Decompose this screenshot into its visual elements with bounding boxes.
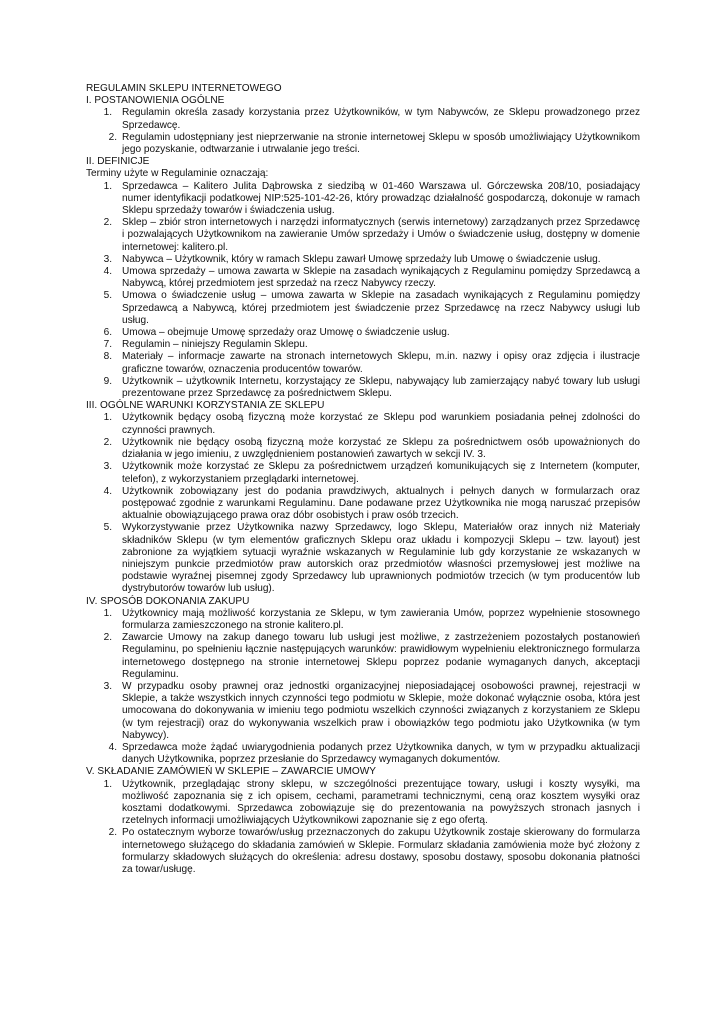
item-text: Sprzedawca – Kalitero Julita Dąbrowska z siedzibą w 01-460 Warszawa ul. Górczewska 208/10, posiadający numer identyfikacji podatkowej NIP:525-101-42-26, który prowadząc działalność gospodarczą, dokonuje w ramach Sklepu sprzedaży towarów i świadczenia usług.	[122, 180, 640, 217]
list-item	[86, 632, 640, 681]
section-ogolne-warunki	[86, 400, 640, 595]
item-number: 3.	[103, 680, 112, 692]
item-number: 1.	[103, 412, 112, 424]
item-number: 9.	[103, 375, 112, 387]
section-sposob-dokonania-zakupu	[86, 596, 640, 767]
item-text: Sprzedawca może żądać uwiarygodnienia podanych przez Użytkownika danych, w tym w przypadku aktualizacji danych Użytkownika, poprzez przesłanie do Sprzedawcy wymaganych dokumentów.	[122, 741, 640, 766]
item-number: 2.	[108, 827, 117, 839]
section-intro: Terminy użyte w Regulaminie oznaczają:	[86, 168, 269, 180]
item-text: Użytkownik będący osobą fizyczną może korzystać ze Sklepu pod warunkiem posiadania pełnej zdolności do czynności prawnych.	[122, 412, 640, 436]
item-text: Wykorzystywanie przez Użytkownika nazwy Sprzedawcy, logo Sklepu, Materiałów oraz innych niż Materiały składników Sklepu (w tym elementów graficznych Sklepu oraz układu i kompozycji Sklepu – tzw. layout) jest zabronione za wyjątkiem sytuacji wyraźnie wskazanych w Regulaminie lub gdy korzystanie ze wskazanych w niniejszym punkcie przedmiotów praw autorskich oraz przedmiotów własności przemysłowej jest możliwe na podstawie wyraźnej pisemnej zgody Sprzedawcy lub uprawnionych podmiotów trzecich (w tym producentów lub dystrybutorów towarów lub usług).	[122, 522, 640, 595]
list-item	[86, 437, 640, 461]
section-skladanie-zamowien	[86, 766, 640, 876]
list-item	[86, 327, 640, 339]
item-number: 1.	[103, 180, 112, 192]
list-item	[86, 290, 640, 327]
item-number: 1.	[103, 778, 112, 790]
item-text: Użytkownik nie będący osobą fizyczną może korzystać ze Sklepu za pośrednictwem osób upoważnionych do działania w jego imieniu, z uwzględnieniem postanowień zawartych w sekcji IV. 3.	[122, 436, 640, 461]
section-heading: II. DEFINICJE	[86, 156, 150, 168]
item-text: W przypadku osoby prawnej oraz jednostki organizacyjnej nieposiadającej osobowości prawnej, rejestracji w Sklepie, a także wszystkich innych czynności tego podmiotu w Sklepie, może dokonać wyłącznie osoba, która jest umocowana do dokonywania w imieniu tego podmiotu wszelkich czynności związanych z korzystaniem ze Sklepu (w tym rejestracji) oraz do wykonywania wszelkich praw i obowiązków tego podmiotu jako Użytkownika (w tym Nabywcy).	[122, 680, 640, 741]
list-item	[86, 486, 640, 523]
list-item	[86, 376, 640, 400]
list-item	[86, 266, 640, 290]
item-number: 2.	[108, 131, 117, 143]
list-item	[86, 217, 640, 254]
document-title: REGULAMIN SKLEPU INTERNETOWEGO	[86, 83, 282, 94]
item-text: Użytkownik – użytkownik Internetu, korzystający ze Sklepu, nabywający lub zamierzający nabyć towary lub usługi prezentowane przez Sprzedawcę za pośrednictwem Sklepu.	[122, 375, 640, 400]
list-item	[86, 107, 640, 131]
item-text: Użytkownik może korzystać ze Sklepu za pośrednictwem urządzeń komunikujących się z Internetem (komputer, telefon), z wykorzystaniem przeglądarki internetowej.	[122, 461, 640, 485]
section-heading: IV. SPOSÓB DOKONANIA ZAKUPU	[86, 595, 250, 607]
item-number: 3.	[103, 461, 112, 473]
item-number: 2.	[103, 632, 112, 644]
item-text: Użytkownicy mają możliwość korzystania ze Sklepu, w tym zawierania Umów, poprzez wypełnienie stosownego formularza zamieszczonego na stronie kalitero.pl.	[122, 607, 640, 631]
item-number: 4.	[108, 741, 117, 753]
section-heading: I. POSTANOWIENIA OGÓLNE	[86, 95, 225, 107]
section-postanowienia	[86, 95, 640, 156]
item-number: 2.	[103, 436, 112, 448]
item-number: 1.	[103, 107, 112, 119]
list-item	[86, 779, 640, 828]
list-item	[86, 608, 640, 632]
section-definicje	[86, 156, 640, 400]
list-item	[86, 412, 640, 436]
section-heading: III. OGÓLNE WARUNKI KORZYSTANIA ZE SKLEPU	[86, 400, 325, 412]
item-text: Umowa sprzedaży – umowa zawarta w Sklepie na zasadach wynikających z Regulaminu pomiędzy Sprzedawcą a Nabywcą, której przedmiotem jest sprzedaż na rzecz Nabywcy rzeczy.	[122, 266, 640, 290]
item-number: 2.	[103, 217, 112, 229]
item-number: 3.	[103, 253, 112, 265]
regulamin-document	[86, 83, 640, 876]
item-text: Regulamin udostępniany jest nieprzerwanie na stronie internetowej Sklepu w sposób umożliwiający Użytkownikom jego pozyskanie, odtwarzanie i utrwalanie jego treści.	[122, 131, 640, 156]
section-heading: V. SKŁADANIE ZAMÓWIEŃ W SKLEPIE – ZAWARCIE UMOWY	[86, 766, 376, 778]
item-text: Umowa o świadczenie usług – umowa zawarta w Sklepie na zasadach wynikających z Regulaminu pomiędzy Sprzedawcą a Nabywcą, której przedmiotem jest świadczenie przez Sprzedawcę na rzecz Nabywcy usługi lub usług.	[122, 290, 640, 326]
list-item	[86, 254, 640, 266]
item-number: 1.	[103, 607, 112, 619]
item-number: 4.	[103, 485, 112, 497]
item-number: 5.	[103, 290, 112, 302]
list-item	[86, 351, 640, 375]
item-text: Regulamin określa zasady korzystania przez Użytkowników, w tym Nabywców, ze Sklepu prowadzonego przez Sprzedawcę.	[122, 107, 640, 131]
item-text: Umowa – obejmuje Umowę sprzedaży oraz Umowę o świadczenie usług.	[122, 327, 450, 339]
item-number: 7.	[103, 339, 112, 351]
list-item	[86, 461, 640, 485]
list-item	[86, 742, 640, 766]
list-item	[86, 827, 640, 876]
list-item	[86, 132, 640, 156]
item-text: Użytkownik, przeglądając strony sklepu, w szczególności prezentujące towary, usługi i koszty wysyłki, ma możliwość zapoznania się z ich opisem, cechami, parametrami technicznymi, ceną oraz kosztem wysyłki oraz kosztami dodatkowymi. Sprzedawca zobowiązuje się do prezentowania na powyższych stronach jasnych i rzetelnych informacji umożliwiających Użytkownikowi zapoznanie się z ego ofertą.	[122, 778, 640, 827]
item-text: Regulamin – niniejszy Regulamin Sklepu.	[122, 339, 308, 351]
item-number: 5.	[103, 522, 112, 534]
item-number: 6.	[103, 327, 112, 339]
item-number: 8.	[103, 351, 112, 363]
item-text: Nabywca – Użytkownik, który w ramach Sklepu zawarł Umowę sprzedaży lub Umowę o świadczenie usług.	[122, 253, 601, 265]
item-text: Sklep – zbiór stron internetowych i narzędzi informatycznych (serwis internetowy) zarządzanych przez Sprzedawcę i pozwalających Użytkownikom na zawieranie Umów sprzedaży i Umów o świadczenie usług, dostępny w domenie internetowej: kalitero.pl.	[122, 217, 640, 253]
item-text: Materiały – informacje zawarte na stronach internetowych Sklepu, m.in. nazwy i opisy oraz zdjęcia i ilustracje graficzne towarów, oznaczenia producentów towarów.	[122, 351, 640, 375]
list-item	[86, 339, 640, 351]
item-number: 4.	[103, 266, 112, 278]
item-text: Po ostatecznym wyborze towarów/usług przeznaczonych do zakupu Użytkownik zostaje skierowany do formularza internetowego służącego do składania zamówień w Sklepie. Formularz składania zamówienia może być złożony z formularzy składowych służących do określenia: adresu dostawy, sposobu dostawy, sposobu dokonania płatności za towar/usługę.	[122, 827, 640, 875]
item-text: Zawarcie Umowy na zakup danego towaru lub usługi jest możliwe, z zastrzeżeniem pozostałych postanowień Regulaminu, po spełnieniu łącznie następujących warunków: prawidłowym wypełnieniu elektronicznego formularza internetowego dostępnego na stronie internetowej Sklepu poprzez podanie wymaganych danych, akceptacji Regulaminu.	[122, 632, 640, 680]
list-item	[86, 681, 640, 742]
list-item	[86, 522, 640, 595]
item-text: Użytkownik zobowiązany jest do podania prawdziwych, aktualnych i pełnych danych w formularzach oraz postępować zgodnie z warunkami Regulaminu. Dane podawane przez Użytkownika nie mogą naruszać przepisów aktualnie obowiązującego prawa oraz dóbr osobistych i praw osób trzecich.	[122, 485, 640, 522]
list-item	[86, 181, 640, 218]
